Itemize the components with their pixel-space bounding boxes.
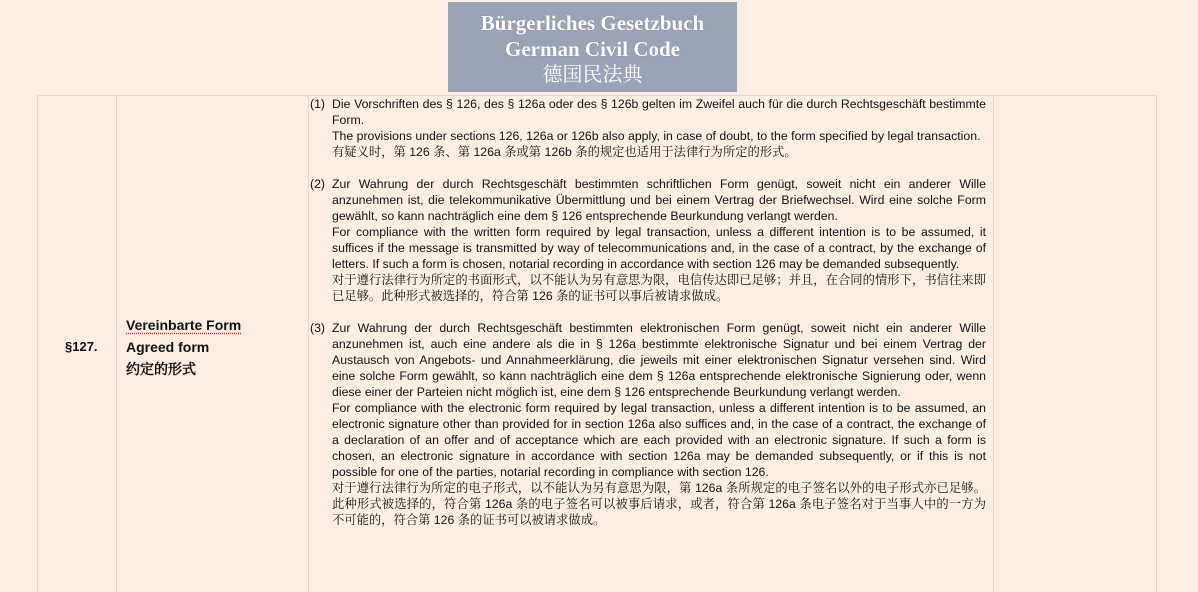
paragraph-2: [310, 176, 986, 304]
section-content: [310, 96, 986, 544]
section-number: §127.: [65, 339, 98, 354]
paragraph-text-german: Die Vorschriften des § 126, des § 126a oder des § 126b gelten im Zweifel auch für die durch Rechtsgeschäft bestimmte Form.: [332, 97, 986, 127]
section-title-english: Agreed form: [126, 339, 210, 355]
section-table: [37, 95, 1157, 592]
civil-code-banner: [448, 2, 737, 92]
paragraph-text-chinese: 对于遵行法律行为所定的书面形式，以不能认为另有意思为限，电信传达即已足够；并且，在合同的情形下，书信往来即已足够。此种形式被选择的，符合第 126 条的证书可以事后被请求做成。: [332, 273, 986, 303]
banner-title-german: Bürgerliches Gesetzbuch: [480, 11, 705, 35]
paragraph-text-english: For compliance with the electronic form required by legal transaction, unless a different intention is to be assumed, an electronic signature other than provided for in section 126a also suffices and, in the case of a contract, the exchange of a declaration of an offer and of acceptance which are each provided with an electronic signature. If such a form is chosen, an electronic signature in accordance with section 126a may be demanded subsequently, or if this is not possible for one of the parties, notarial recording in compliance with section 126.: [332, 401, 986, 479]
column-divider: [116, 96, 117, 592]
section-title-german: Vereinbarte Form: [126, 317, 242, 333]
column-divider: [993, 96, 994, 592]
section-title-chinese: 约定的形式: [126, 361, 196, 377]
paragraph-number: (1): [310, 97, 326, 111]
paragraph-text-english: The provisions under sections 126, 126a or 126b also apply, in case of doubt, to the form specified by legal transaction.: [332, 129, 981, 143]
paragraph-text-german: Zur Wahrung der durch Rechtsgeschäft bestimmten schriftlichen Form genügt, soweit nicht ein anderer Wille anzunehmen ist, die telekommunikative Übermittlung und bei einem Vertrag der Briefwechsel. Wird eine solche Form gewählt, so kann nachträglich eine dem § 126 entsprechende Beurkundung verlangt werden.: [332, 177, 986, 223]
section-title: [126, 314, 306, 380]
paragraph-3: [310, 320, 986, 528]
paragraph-1: [310, 96, 986, 160]
paragraph-text-german: Zur Wahrung der durch Rechtsgeschäft bestimmten elektronischen Form genügt, soweit nicht ein anderer Wille anzunehmen ist, auch eine andere als die in § 126a bestimmte elektronische Signatur und bei einem Vertrag der Austausch von Angebots- und Annahmeerklärung, die jeweils mit einer elektronischen Signatur versehen sind. Wird eine solche Form gewählt, so kann nachträglich eine dem § 126a entsprechende elektronische Signierung oder, wenn diese einer der Parteien nicht möglich ist, eine dem § 126 entsprechende Beurkundung verlangt werden.: [332, 321, 986, 399]
paragraph-text-english: For compliance with the written form required by legal transaction, unless a different intention is to be assumed, it suffices if the message is transmitted by way of telecommunications and, in the case of a contract, by the exchange of letters. If such a form is chosen, notarial recording in accordance with section 126 may be demanded subsequently.: [332, 225, 986, 271]
paragraph-number: (3): [310, 321, 326, 335]
paragraph-number: (2): [310, 177, 326, 191]
column-divider: [308, 96, 309, 592]
paragraph-text-chinese: 对于遵行法律行为所定的电子形式，以不能认为另有意思为限，第 126a 条所规定的电子签名以外的电子形式亦已足够。此种形式被选择的，符合第 126a 条的电子签名可以被事后请求，或者，符合第 126a 条电子签名对于当事人中的一方为不可能的，符合第 126 条的证书可以被请求做成。: [332, 481, 986, 527]
paragraph-text-chinese: 有疑义时，第 126 条、第 126a 条或第 126b 条的规定也适用于法律行为所定的形式。: [332, 145, 797, 159]
banner-title-chinese: 德国民法典: [542, 64, 643, 86]
banner-title-english: German Civil Code: [505, 37, 680, 61]
